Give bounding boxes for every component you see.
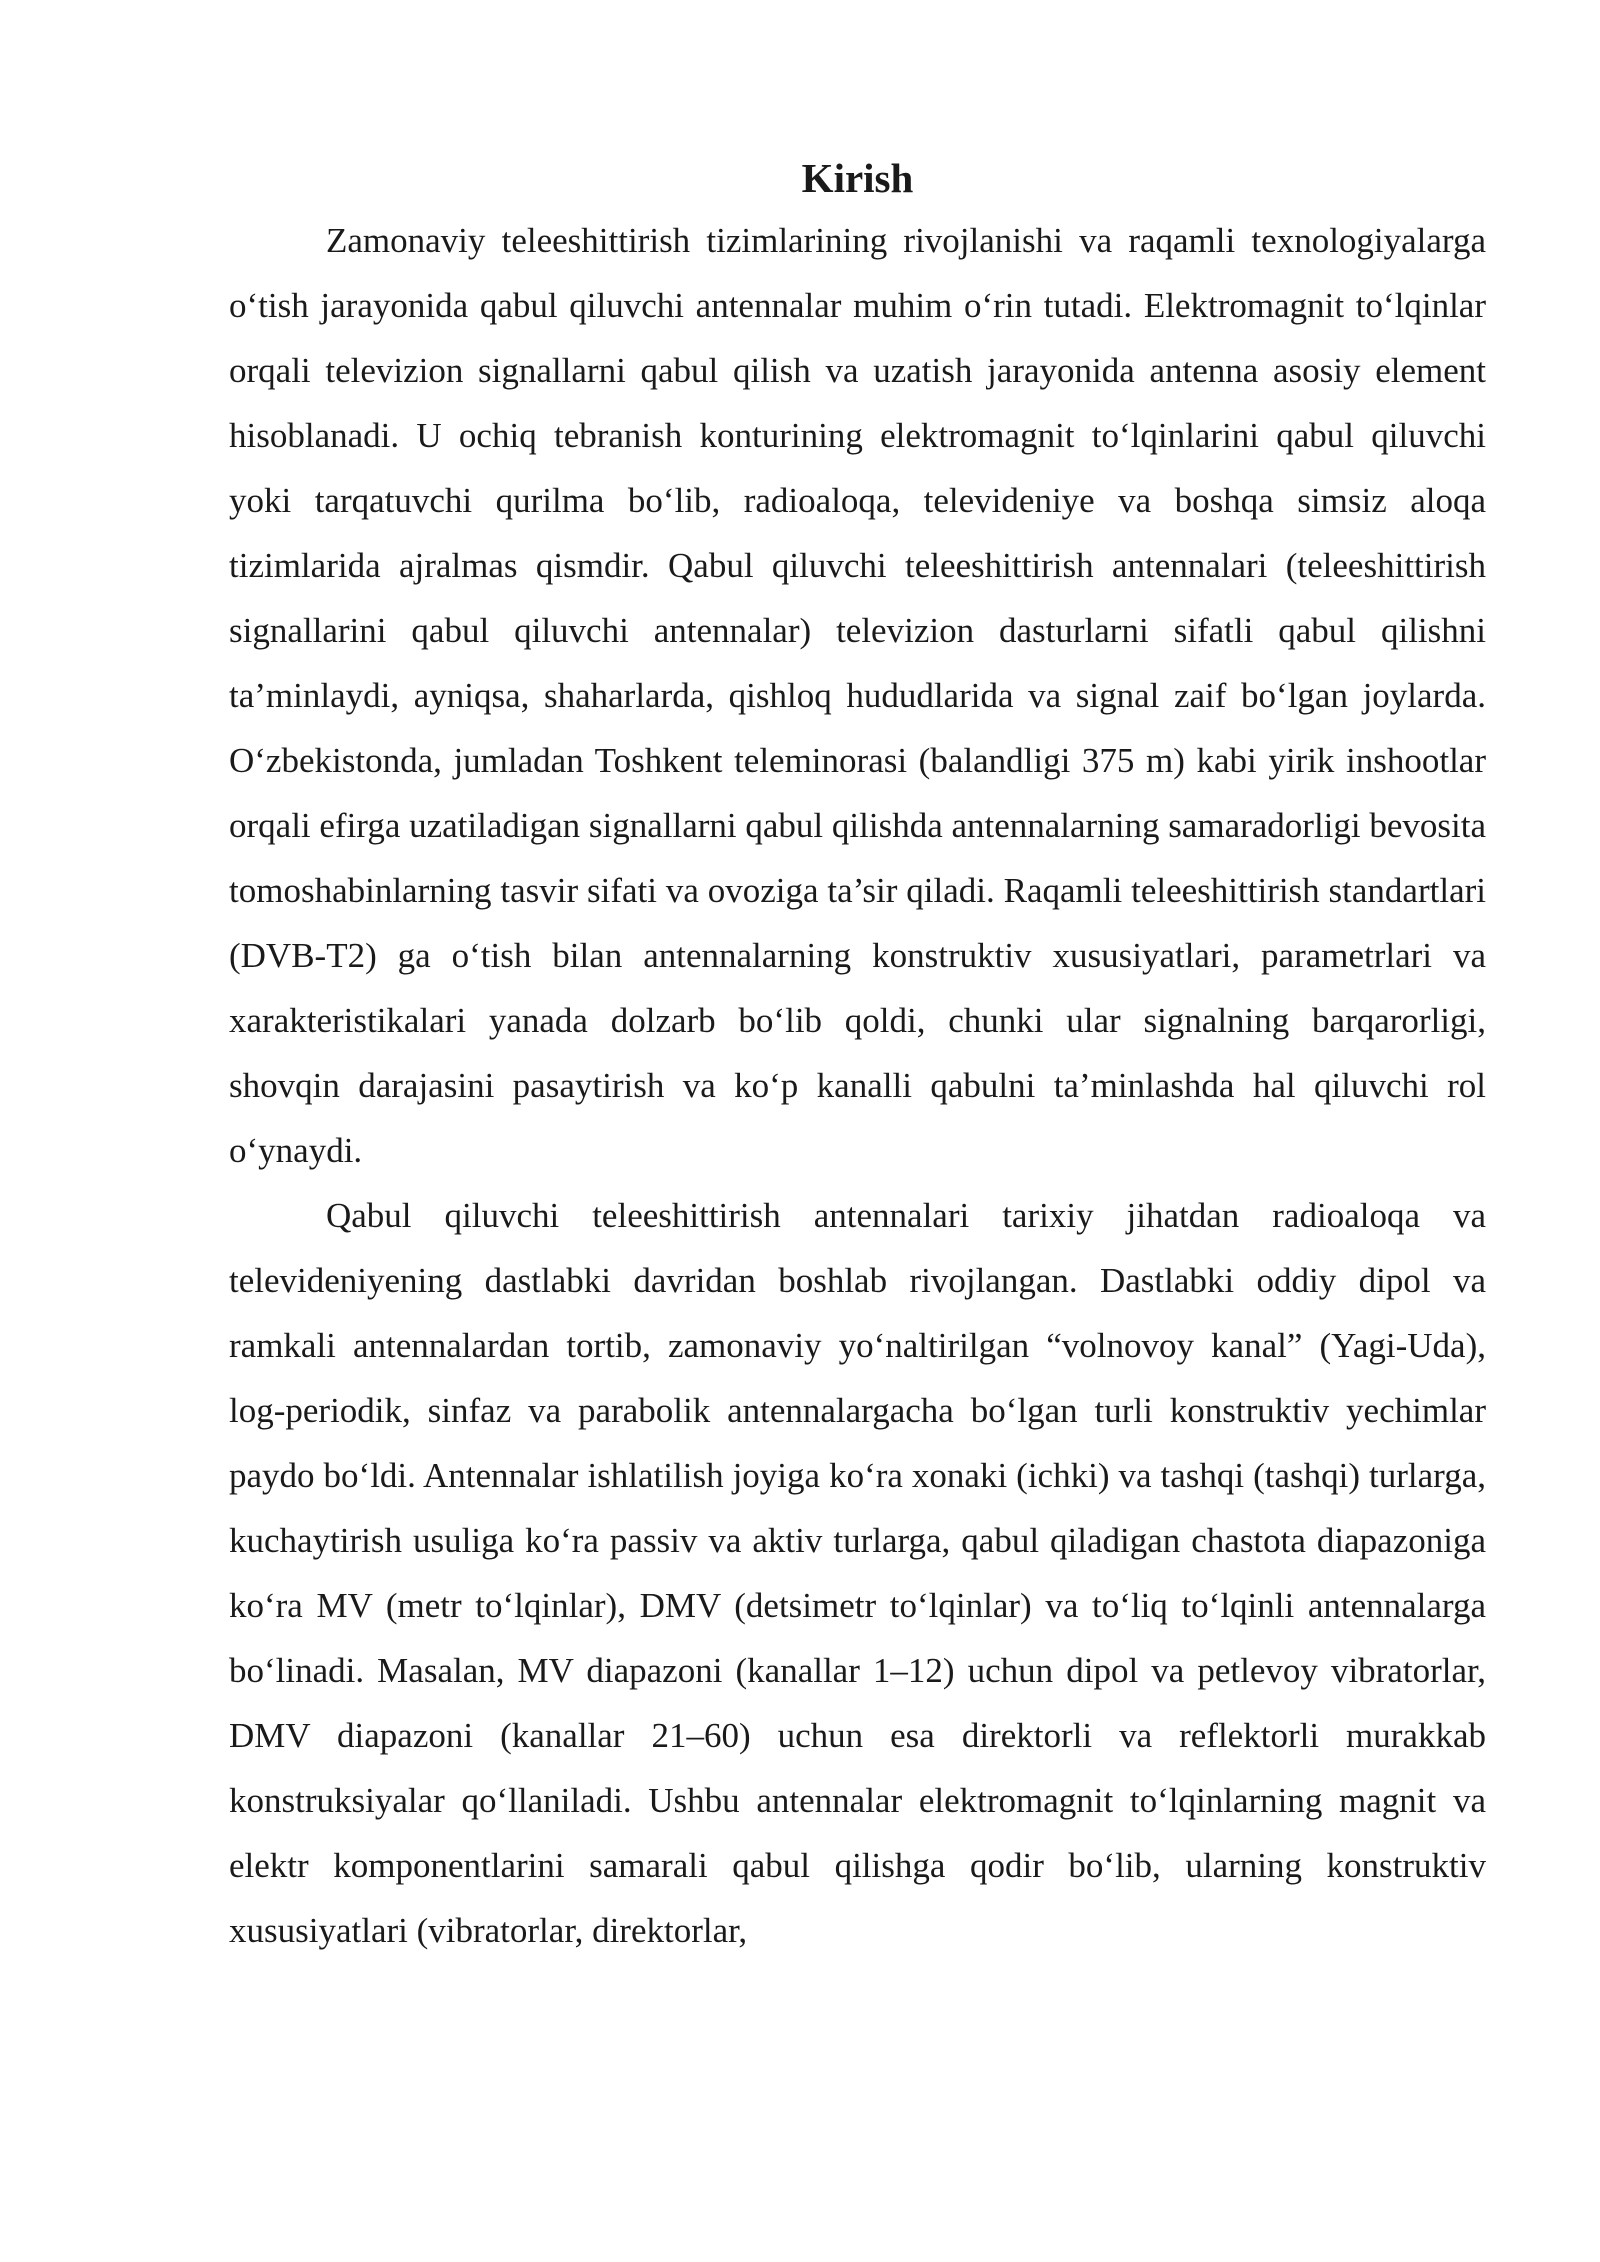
document-body: [229, 148, 1486, 1963]
paragraph-2: Qabul qiluvchi teleeshittirish antennalari tarixiy jihatdan radioaloqa va televideniyening dastlabki davridan boshlab rivojlangan. Dastlabki oddiy dipol va ramkali antennalardan tortib, zamonaviy yo‘naltirilgan “volnovoy kanal” (Yagi-Uda), log-periodik, sinfaz va parabolik antennalargacha bo‘lgan turli konstruktiv yechimlar paydo bo‘ldi. Antennalar ishlatilish joyiga ko‘ra xonaki (ichki) va tashqi (tashqi) turlarga, kuchaytirish usuliga ko‘ra passiv va aktiv turlarga, qabul qiladigan chastota diapazoniga ko‘ra MV (metr to‘lqinlar), DMV (detsimetr to‘lqinlar) va to‘liq to‘lqinli antennalarga bo‘linadi. Masalan, MV diapazoni (kanallar 1–12) uchun dipol va petlevoy vibratorlar, DMV diapazoni (kanallar 21–60) uchun esa direktorli va reflektorli murakkab konstruksiyalar qo‘llaniladi. Ushbu antennalar elektromagnit to‘lqinlarning magnit va elektr komponentlarini samarali qabul qilishga qodir bo‘lib, ularning konstruktiv xususiyatlari (vibratorlar, direktorlar,: [229, 1196, 1486, 1950]
section-title: Kirish: [801, 155, 914, 201]
paragraph-1: Zamonaviy teleeshittirish tizimlarining rivojlanishi va raqamli texnologiyalarga o‘tish jarayonida qabul qiluvchi antennalar muhim o‘rin tutadi. Elektromagnit to‘lqinlar orqali televizion signallarni qabul qilish va uzatish jarayonida antenna asosiy element hisoblanadi. U ochiq tebranish konturining elektromagnit to‘lqinlarini qabul qiluvchi yoki tarqatuvchi qurilma bo‘lib, radioaloqa, televideniye va boshqa simsiz aloqa tizimlarida ajralmas qismdir. Qabul qiluvchi teleeshittirish antennalari (teleeshittirish signallarini qabul qiluvchi antennalar) televizion dasturlarni sifatli qabul qilishni ta’minlaydi, ayniqsa, shaharlarda, qishloq hududlarida va signal zaif bo‘lgan joylarda. O‘zbekistonda, jumladan Toshkent teleminorasi (balandligi 375 m) kabi yirik inshootlar orqali efirga uzatiladigan signallarni qabul qilishda antennalarning samaradorligi bevosita tomoshabinlarning tasvir sifati va ovoziga ta’sir qiladi. Raqamli teleeshittirish standartlari (DVB-T2) ga o‘tish bilan antennalarning konstruktiv xususiyatlari, parametrlari va xarakteristikalari yanada dolzarb bo‘lib qoldi, chunki ular signalning barqarorligi, shovqin darajasini pasaytirish va ko‘p kanalli qabulni ta’minlashda hal qiluvchi rol o‘ynaydi.: [229, 221, 1487, 1170]
